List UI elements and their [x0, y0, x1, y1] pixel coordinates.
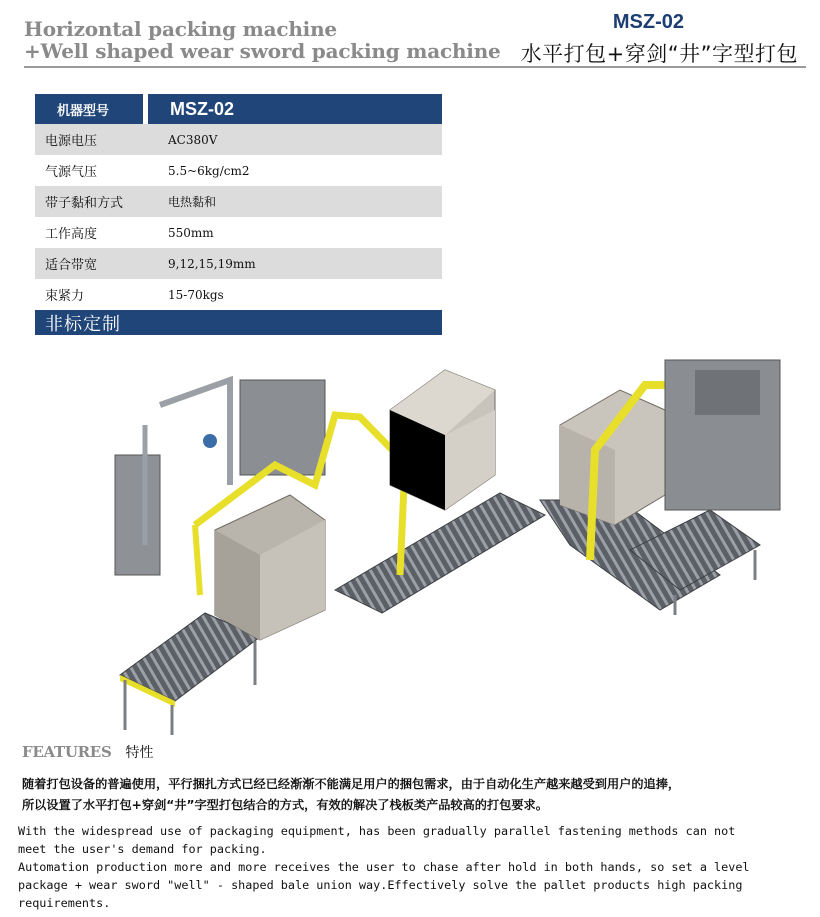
features-en-line: Automation production more and more receives the user to chase after hold in both hands, so set a level: [18, 860, 750, 874]
model-number: MSZ-02: [612, 11, 684, 33]
spec-value: 15-70kgs: [168, 287, 224, 302]
conveyor-middle: [335, 493, 545, 613]
spec-key: 工作高度: [45, 227, 98, 242]
spec-value: AC380V: [168, 132, 218, 147]
spec-key: 束紧力: [45, 289, 85, 304]
machine-left-cabinet: [115, 455, 160, 575]
features-en-line: With the widespread use of packaging equipment, has been gradually parallel fastening methods can not: [18, 824, 736, 838]
spec-key: 气源气压: [45, 165, 98, 180]
features-text-en: [18, 822, 813, 912]
spec-rows: [35, 124, 442, 310]
spec-table-header: [35, 94, 442, 124]
packing-machine-illustration: [100, 345, 800, 740]
features-text-cn: [22, 774, 812, 816]
spec-value: 9,12,15,19mm: [168, 256, 256, 271]
spec-row: [35, 217, 442, 248]
spec-head-value: MSZ-02: [170, 98, 235, 119]
features-en-line: package + wear sword "well" - shaped bale union way.Effectively solve the pallet products high packing: [18, 878, 743, 892]
features-en-line: meet the user's demand for packing.: [18, 842, 267, 856]
title-en-line2: +Well shaped wear sword packing machine: [24, 39, 501, 63]
spec-table: [35, 94, 442, 335]
title-en-line1: Horizontal packing machine: [24, 17, 337, 41]
features-heading-cn: 特性: [125, 745, 154, 761]
spec-key: 电源电压: [45, 134, 98, 149]
spec-row: [35, 155, 442, 186]
features-cn-line: 随着打包设备的普遍使用，平行捆扎方式已经已经渐渐不能满足用户的捆包需求，由于自动化生产越来越受到用户的追捧，: [22, 777, 681, 791]
spec-row: [35, 186, 442, 217]
spec-value: 5.5~6kg/cm2: [168, 163, 250, 178]
title-en: [24, 18, 501, 62]
spec-value: 550mm: [168, 225, 214, 240]
spec-row: [35, 248, 442, 279]
features-heading: [22, 742, 153, 762]
spec-table-footer: 非标定制: [35, 310, 442, 335]
features-cn-line: 所以设置了水平打包+穿剑“井”字型打包结合的方式，有效的解决了栈板类产品较高的打包要求。: [22, 798, 548, 812]
spec-row: [35, 124, 442, 155]
title-cn: 水平打包+穿剑“井”字型打包: [520, 42, 798, 66]
spec-row: [35, 279, 442, 310]
spec-key: 带子黏和方式: [45, 196, 124, 211]
features-en-line: requirements.: [18, 896, 111, 910]
spec-value: 电热黏和: [168, 195, 217, 209]
features-heading-en: FEATURES: [22, 743, 112, 761]
spec-key: 适合带宽: [45, 258, 98, 273]
header-divider: [24, 66, 806, 68]
spec-head-key: 机器型号: [57, 103, 110, 119]
